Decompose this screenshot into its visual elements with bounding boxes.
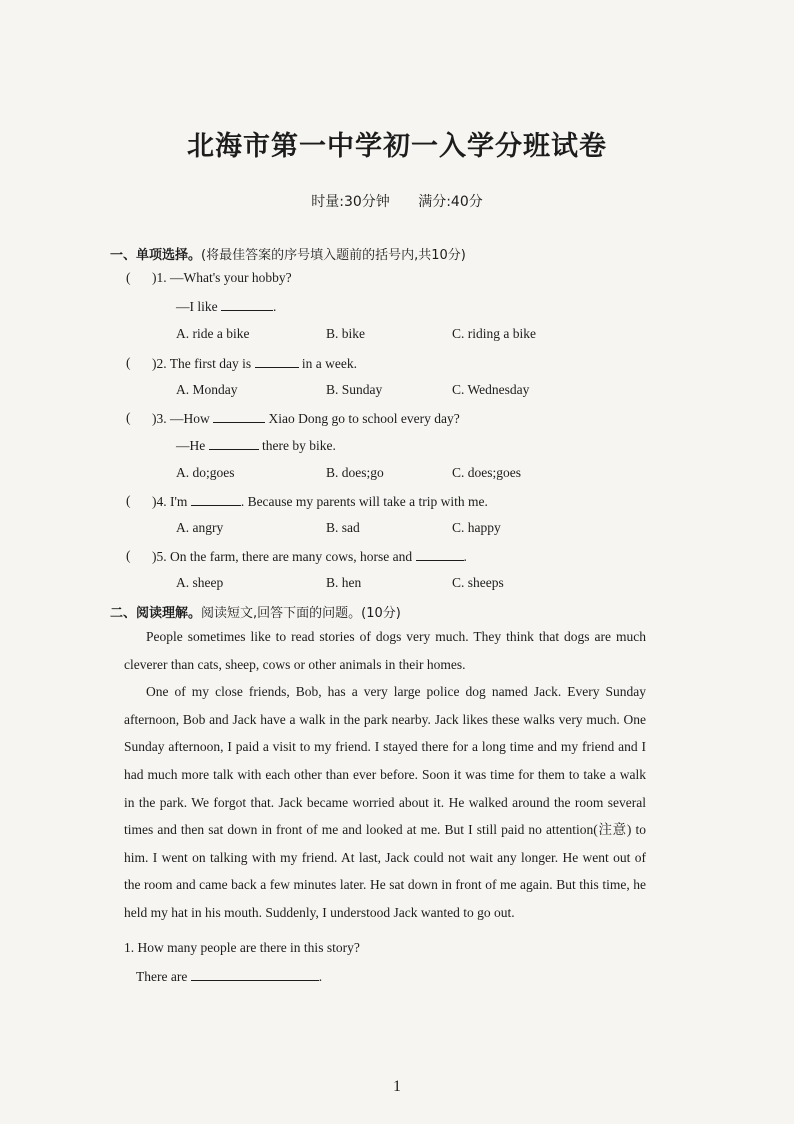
answer-paren-3[interactable]: ( — [126, 410, 131, 425]
option-5c: C. sheeps — [452, 575, 504, 590]
question-4: )4. I'm . Because my parents will take a trip with me. — [152, 494, 488, 509]
blank[interactable] — [213, 410, 265, 423]
reading-passage — [124, 623, 646, 927]
section2-heading: 二、阅读理解。阅读短文,回答下面的问题。(10分) — [110, 606, 401, 621]
answer-blank[interactable] — [191, 968, 319, 981]
option-3b: B. does;go — [326, 465, 384, 480]
answer-paren-5[interactable]: ( — [126, 548, 131, 563]
reading-answer-1: There are . — [136, 969, 323, 984]
option-3c: C. does;goes — [452, 465, 521, 480]
option-3a: A. do;goes — [176, 465, 235, 480]
question-3-line2: —He there by bike. — [176, 438, 336, 453]
answer-paren-2[interactable]: ( — [126, 355, 131, 370]
exam-meta — [0, 191, 794, 211]
page-title: 北海市第一中学初一入学分班试卷 — [187, 131, 607, 162]
answer-paren-4[interactable]: ( — [126, 493, 131, 508]
option-5b: B. hen — [326, 575, 362, 590]
answer-paren-1[interactable]: ( — [126, 270, 131, 285]
option-1b: B. bike — [326, 326, 365, 341]
blank[interactable] — [221, 298, 273, 311]
full-score: 满分:40分 — [418, 194, 483, 210]
reading-question-1: 1. How many people are there in this story? — [124, 940, 360, 955]
passage-paragraph-1: People sometimes like to read stories of dogs very much. They think that dogs are much cleverer than cats, sheep, cows or other animals in their homes. — [124, 629, 646, 672]
question-3: )3. —How Xiao Dong go to school every day? — [152, 411, 460, 426]
option-2b: B. Sunday — [326, 382, 383, 397]
option-4c: C. happy — [452, 520, 501, 535]
question-5: )5. On the farm, there are many cows, horse and . — [152, 549, 467, 564]
blank[interactable] — [191, 493, 241, 506]
question-2: )2. The first day is in a week. — [152, 356, 357, 371]
option-5a: A. sheep — [176, 575, 224, 590]
option-1a: A. ride a bike — [176, 326, 250, 341]
question-1-line2: —I like . — [176, 299, 277, 314]
blank[interactable] — [416, 548, 464, 561]
option-4b: B. sad — [326, 520, 360, 535]
option-4a: A. angry — [176, 520, 224, 535]
passage-paragraph-2: One of my close friends, Bob, has a very large police dog named Jack. Every Sunday afternoon, Bob and Jack have a walk in the park nearby. Jack likes these walks very much. One Sunday afternoon, I paid a visit to my friend. I stayed there for a long time and my friend and I had much more talk with each other than ever before. Soon it was time for them to take a walk in the park. We forgot that. Jack became worried about it. He walked around the room several times and then sat down in front of me and looked at me. But I still paid no attention(注意) to him. I went on talking with my friend. At last, Jack could not wait any longer. He went out of the room and came back a few minutes later. He sat down in front of me again. But this time, he held my hat in his mouth. Suddenly, I understood Jack wanted to go out. — [124, 684, 646, 920]
page-number: 1 — [393, 1078, 401, 1095]
option-2a: A. Monday — [176, 382, 238, 397]
question-1: )1. —What's your hobby? — [152, 270, 292, 285]
blank[interactable] — [209, 437, 259, 450]
time-limit: 时量:30分钟 — [311, 194, 390, 210]
blank[interactable] — [255, 355, 299, 368]
option-2c: C. Wednesday — [452, 382, 530, 397]
section1-heading: 一、单项选择。(将最佳答案的序号填入题前的括号内,共10分) — [110, 248, 466, 263]
option-1c: C. riding a bike — [452, 326, 536, 341]
